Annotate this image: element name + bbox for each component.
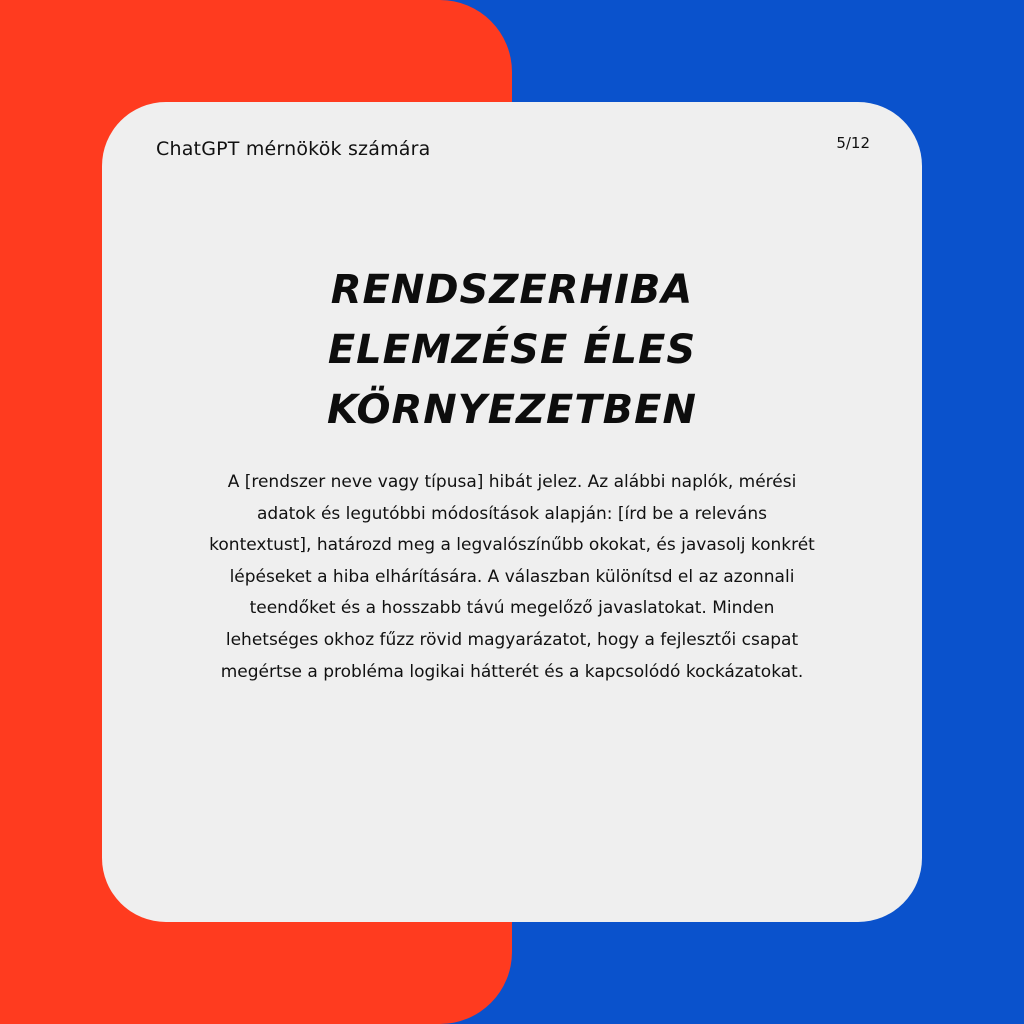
headline: RENDSZERHIBA ELEMZÉSE ÉLES KÖRNYEZETBEN [327,267,697,433]
content-card [102,102,922,922]
body-text: A [rendszer neve vagy típusa] hibát jelez. Az alábbi naplók, mérési adatok és legutóbbi módosítások alapján: [írd be a releváns kontextust], határozd meg a legvalószínűbb okokat, és javasolj konkrét lépéseket a hiba elhárítására. A válaszban különítsd el az azonnali teendőket és a hosszabb távú megelőző javaslatokat. Minden lehetséges okhoz fűzz rövid magyarázatot, hogy a fejlesztői csapat megértse a probléma logikai hátterét és a kapcsolódó kockázatokat. [209,472,815,682]
series-title: ChatGPT mérnökök számára [156,138,431,160]
page-indicator: 5/12 [836,134,870,152]
